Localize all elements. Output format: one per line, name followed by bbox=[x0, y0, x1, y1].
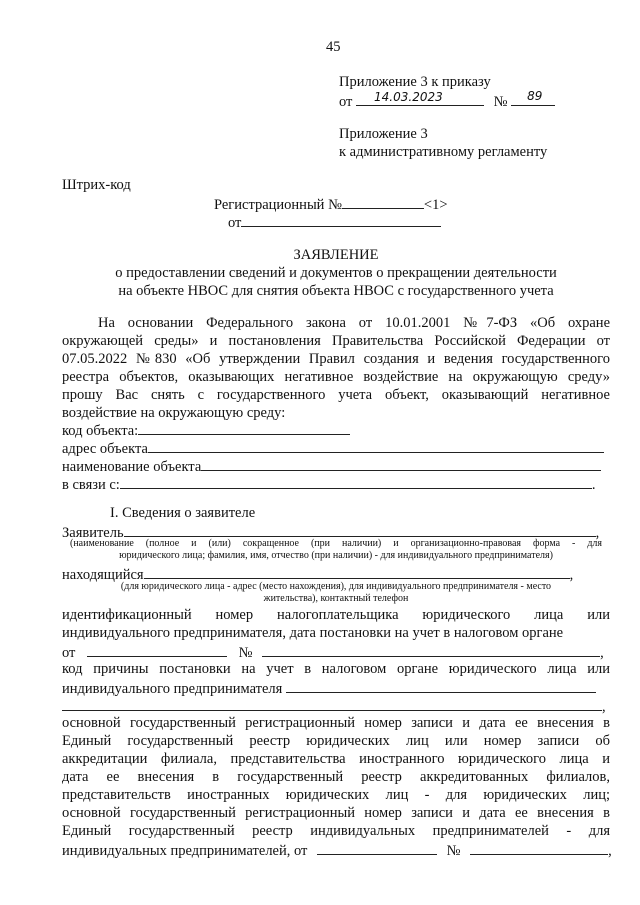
registration-ref: <1> bbox=[423, 197, 448, 213]
inn-number-label: № bbox=[238, 645, 253, 661]
object-address-label: адрес объекта bbox=[62, 441, 148, 457]
object-name-field[interactable] bbox=[201, 456, 601, 471]
registration-number-field bbox=[342, 194, 424, 209]
appendix-number-field bbox=[511, 91, 555, 106]
kpp-field-continuation[interactable] bbox=[62, 696, 602, 711]
ogrn-line: основной государственный регистрационный номер записи и дата ее внесения в bbox=[62, 805, 610, 821]
located-hint-line2: жительства), контактный телефон bbox=[263, 593, 409, 604]
reason-field[interactable] bbox=[120, 474, 592, 489]
registration-date-row bbox=[228, 212, 441, 232]
registration-number-row bbox=[214, 194, 448, 214]
object-code-row bbox=[62, 420, 610, 440]
kpp-line: код причины постановки на учет в налоговом органе юридического лица или bbox=[62, 661, 610, 677]
kpp-row bbox=[62, 678, 610, 698]
inn-date-field[interactable] bbox=[87, 642, 227, 657]
registration-date-field bbox=[241, 212, 441, 227]
ogrn-line: дата ее внесения в государственный реестр аккредитованных филиалов, bbox=[62, 769, 610, 785]
document-subtitle-line2: на объекте НВОС для снятия объекта НВОС с государственного учета bbox=[118, 283, 554, 299]
barcode-label: Штрих-код bbox=[62, 177, 131, 193]
located-label: находящийся bbox=[62, 567, 144, 583]
registration-number-label: Регистрационный № bbox=[214, 197, 342, 213]
object-address-field[interactable] bbox=[148, 438, 604, 453]
appendix-number-handwritten: 89 bbox=[527, 89, 543, 103]
object-name-label: наименование объекта bbox=[62, 459, 202, 475]
object-name-row bbox=[62, 456, 610, 476]
intro-line: 07.05.2022 №830 «Об утверждении Правил создания и ведения государственного bbox=[62, 351, 610, 367]
intro-line: окружающей среды» и постановления Правительства Российской Федерации от bbox=[62, 333, 610, 349]
inn-number-field[interactable] bbox=[262, 642, 600, 657]
kpp-label: индивидуального предпринимателя bbox=[62, 681, 283, 697]
inn-line: идентификационный номер налогоплательщика юридического лица или bbox=[62, 607, 610, 623]
located-row: находящийся , bbox=[62, 564, 610, 584]
kpp-field[interactable] bbox=[286, 678, 596, 693]
ogrn-line: Единый государственный реестр индивидуальных предпринимателей - для bbox=[62, 823, 610, 839]
applicant-row: Заявитель , bbox=[62, 522, 610, 542]
ogrn-date-field[interactable] bbox=[317, 840, 437, 855]
inn-line: индивидуального предпринимателя, дата постановки на учет в налоговом органе bbox=[62, 625, 564, 641]
page-number: 45 bbox=[326, 39, 341, 55]
appendix-date-label: от bbox=[339, 94, 353, 110]
kpp-continuation-row: , bbox=[62, 696, 610, 716]
appendix-number-label: № bbox=[493, 94, 508, 110]
ogrn-line: аккредитации филиала, представительства иностранного юридического лица и bbox=[62, 751, 610, 767]
ogrn-last-label: индивидуальных предпринимателей, от bbox=[62, 843, 308, 859]
ogrn-line: Единый государственный реестр юридических лиц или номер записи об bbox=[62, 733, 610, 749]
ogrn-number-label: № bbox=[446, 843, 461, 859]
ogrn-line: представительств иностранных юридических лиц - для юридических лиц; bbox=[62, 787, 610, 803]
object-code-field[interactable] bbox=[138, 420, 350, 435]
intro-line: реестра объектов, оказывающих негативное воздействие на окружающую среду» bbox=[62, 369, 610, 385]
appendix-date-field bbox=[356, 91, 484, 106]
registration-date-label: от bbox=[228, 215, 242, 231]
appendix-order-date-row bbox=[339, 91, 555, 111]
applicant-field[interactable] bbox=[124, 522, 596, 537]
ogrn-last-row: индивидуальных предпринимателей, от № , bbox=[62, 840, 610, 860]
reason-label: в связи с: bbox=[62, 477, 120, 493]
object-code-label: код объекта: bbox=[62, 423, 139, 439]
document-subtitle-line1: о предоставлении сведений и документов о прекращении деятельности bbox=[115, 265, 557, 281]
inn-date-row: от № , bbox=[62, 642, 610, 662]
ogrn-line: основной государственный регистрационный номер записи и дата ее внесения в bbox=[62, 715, 610, 731]
inn-date-label: от bbox=[62, 645, 76, 661]
intro-line: воздействие на окружающую среду: bbox=[62, 405, 286, 421]
located-field[interactable] bbox=[144, 564, 570, 579]
applicant-hint-line1: (наименование (полное и (или) сокращенное (при наличии) и организационно-правовая форма - для bbox=[70, 538, 602, 549]
appendix-order-line: Приложение 3 к приказу bbox=[339, 74, 491, 90]
appendix-regulation-line1: Приложение 3 bbox=[339, 126, 428, 142]
document-title: ЗАЯВЛЕНИЕ bbox=[293, 247, 379, 263]
intro-line: прошу Вас снять с государственного учета объект, оказывающий негативное bbox=[62, 387, 610, 403]
ogrn-number-field[interactable] bbox=[470, 840, 608, 855]
appendix-regulation-line2: к административному регламенту bbox=[339, 144, 548, 160]
applicant-hint-line2: юридического лица; фамилия, имя, отчество (при наличии) - для индивидуального предпринимателя) bbox=[119, 550, 553, 561]
object-address-row bbox=[62, 438, 610, 458]
reason-row: в связи с: . bbox=[62, 474, 610, 494]
applicant-label: Заявитель bbox=[62, 525, 124, 541]
intro-line: На основании Федерального закона от 10.01.2001 №7-ФЗ «Об охране bbox=[98, 315, 610, 331]
appendix-date-handwritten: 14.03.2023 bbox=[374, 90, 443, 104]
located-hint-line1: (для юридического лица - адрес (место нахождения), для индивидуального предпринимателя - место bbox=[120, 581, 552, 592]
section-heading: I. Сведения о заявителе bbox=[110, 505, 256, 521]
